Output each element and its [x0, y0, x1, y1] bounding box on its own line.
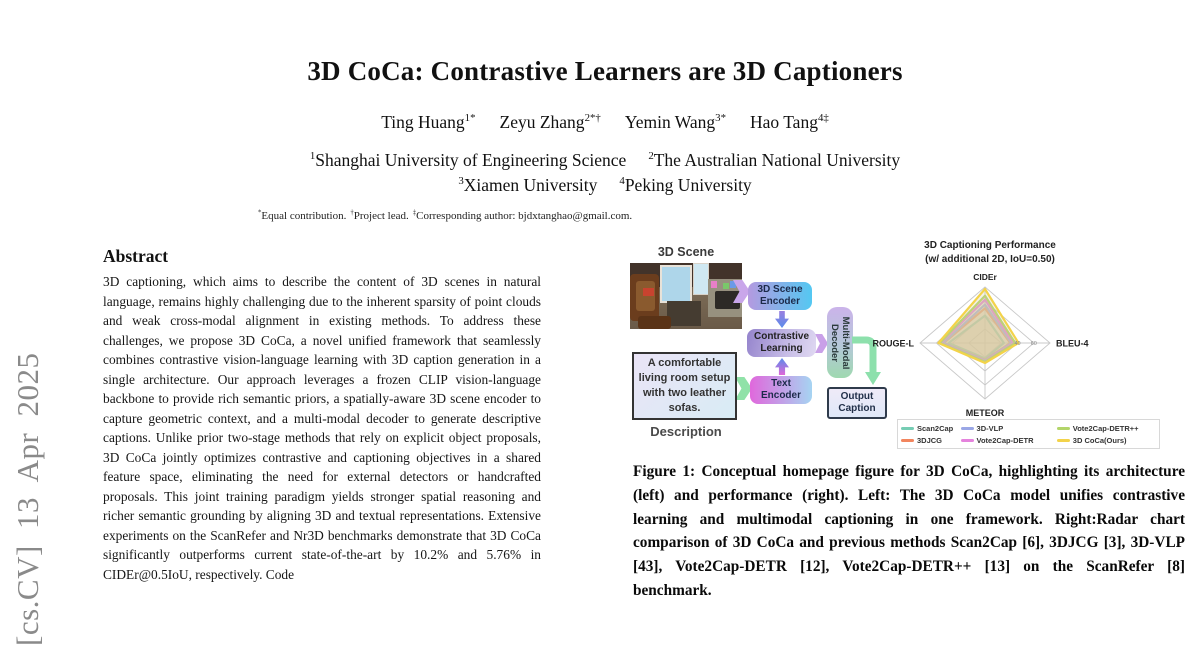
legend-swatch-icon [961, 439, 974, 442]
legend-swatch-icon [961, 427, 974, 430]
scene-label: 3D Scene [657, 245, 715, 259]
box-label: Contrastive [753, 331, 809, 342]
box-label: Output [840, 391, 874, 402]
legend-label: Scan2Cap [917, 423, 954, 433]
legend-item [901, 434, 961, 446]
legend-label: Vote2Cap-DETR [976, 435, 1034, 445]
scene-sofa [638, 316, 672, 329]
author: Ting Huang$^{1*}$ [381, 112, 476, 132]
legend-label: 3D-VLP [976, 423, 1004, 433]
figure-caption: Figure 1: Conceptual homepage figure for 3D CoCa, highlighting its architecture (left) and performance (right). Left: The 3D CoCa model unifies contrastive learning and multimodal captioning in one framework. Right:Radar chart comparison of 3D CoCa and previous methods Scan2Cap [6], 3DJCG [3], 3D-VLP [43], Vote2Cap-DETR [12], Vote2Cap-DETR++ [13] on the ScanRefer [8] benchmark. [633, 463, 1185, 599]
legend-swatch-icon [1057, 427, 1070, 430]
svg-text:BLEU-4: BLEU-4 [1056, 338, 1089, 349]
arrow-up-icon [775, 358, 789, 375]
box-label: Encoder [760, 390, 801, 401]
legend-column [961, 422, 1057, 446]
affiliation: $^1$Shanghai University of Engineering Science [309, 150, 627, 170]
radar-chart [865, 236, 1115, 448]
arxiv-banner: [cs.CV] 13 Apr 2025 [10, 352, 45, 646]
footnote-item: *Equal contribution. [258, 209, 347, 222]
scene-window [660, 265, 692, 303]
radar-legend [897, 419, 1160, 449]
box-label: Encoder [759, 296, 800, 307]
legend-item [1057, 434, 1156, 446]
radar-subtitle-line: (w/ additional 2D, IoU=0.50) [925, 254, 1055, 265]
legend-item [901, 422, 961, 434]
svg-text:METEOR: METEOR [965, 408, 1005, 418]
box-label: Decoder [829, 323, 840, 362]
abstract-text: 3D captioning, which aims to describe the content of 3D scenes in natural language, remains highly challenging due to the inherent sparsity of point clouds and weak cross-modal alignment in existing methods. To address these challenges, we propose 3D CoCa, a novel unified framework that seamlessly combines contrastive vision-language learning with 3D caption generation in a single architecture. Our approach leverages a frozen CLIP vision-language backbone to provide rich semantic priors, a spatially-aware 3D scene encoder to capture geometric context, and a multi-modal decoder to generate descriptive captions. Unlike prior two-stage methods that rely on explicit object proposals, 3D CoCa jointly optimizes contrastive and captioning objectives in a shared feature space, eliminating the need for external detectors or handcrafted proposals. This joint training paradigm yields stronger spatial reasoning and richer semantic grounding by aligning 3D and textual representations. Extensive experiments on the ScanRefer and Nr3D benchmarks demonstrate that 3D CoCa significantly outperforms current state-of-the-art by 10.2% and 5.76% in CIDEr@0.5IoU, respectively. Code [103, 274, 541, 582]
box-contrastive-learning [747, 329, 816, 357]
box-label: 3D Scene [757, 284, 803, 295]
legend-item [961, 422, 1057, 434]
radar-title-line: 3D Captioning Performance [924, 240, 1056, 251]
legend-swatch-icon [901, 439, 914, 442]
scene-sofa-cushion [636, 281, 655, 310]
legend-column [1057, 422, 1156, 446]
footnote-item: ‡Corresponding author: bjdxtanghao@gmail.com. [412, 209, 633, 222]
box-label: Text [771, 378, 791, 389]
legend-column [901, 422, 961, 446]
author: Hao Tang$^{4\ddagger}$ [750, 112, 829, 132]
svg-text:40: 40 [1014, 341, 1021, 347]
scene-door [693, 263, 710, 295]
box-3d-scene-encoder [748, 282, 812, 310]
svg-text:ROUGE-L: ROUGE-L [872, 338, 914, 349]
legend-label: Vote2Cap-DETR++ [1072, 423, 1139, 433]
author: Yemin Wang$^{3*}$ [624, 112, 726, 132]
legend-item [961, 434, 1057, 446]
author: Zeyu Zhang$^{2*\dagger}$ [499, 112, 601, 132]
box-text-encoder [750, 376, 812, 404]
paper-title: 3D CoCa: Contrastive Learners are 3D Captioners [307, 56, 903, 86]
affiliation: $^2$The Australian National University [648, 150, 901, 170]
legend-swatch-icon [901, 427, 914, 430]
footnote-item: †Project lead. [350, 209, 409, 222]
affiliation: $^4$Peking University [619, 175, 752, 195]
box-label: Caption [838, 403, 876, 414]
box-label: Learning [760, 343, 803, 354]
authors-line [10, 112, 1200, 133]
legend-label: 3D CoCa(Ours) [1072, 435, 1127, 445]
legend-label: 3DJCG [917, 435, 943, 445]
affiliation-line-1 [10, 150, 1200, 171]
arrow-down-icon [775, 311, 789, 328]
scene-pillow [643, 288, 653, 296]
legend-item [1057, 422, 1156, 434]
svg-text:CIDEr: CIDEr [973, 272, 997, 282]
description-box: A comfortable living room setup with two leather sofas. [632, 352, 737, 420]
svg-text:60: 60 [1030, 341, 1037, 347]
box-label: Multi-Modal [840, 316, 851, 369]
footnote-line [258, 210, 636, 222]
scene-shelf-item [723, 283, 729, 289]
legend-swatch-icon [1057, 439, 1070, 442]
affiliation: $^3$Xiamen University [458, 175, 598, 195]
scene-image [630, 263, 742, 329]
scene-rug [667, 301, 701, 326]
description-label: Description [650, 424, 722, 439]
affiliation-line-2 [10, 175, 1200, 196]
abstract-heading: Abstract [103, 246, 169, 266]
scene-shelf-item [711, 281, 718, 288]
